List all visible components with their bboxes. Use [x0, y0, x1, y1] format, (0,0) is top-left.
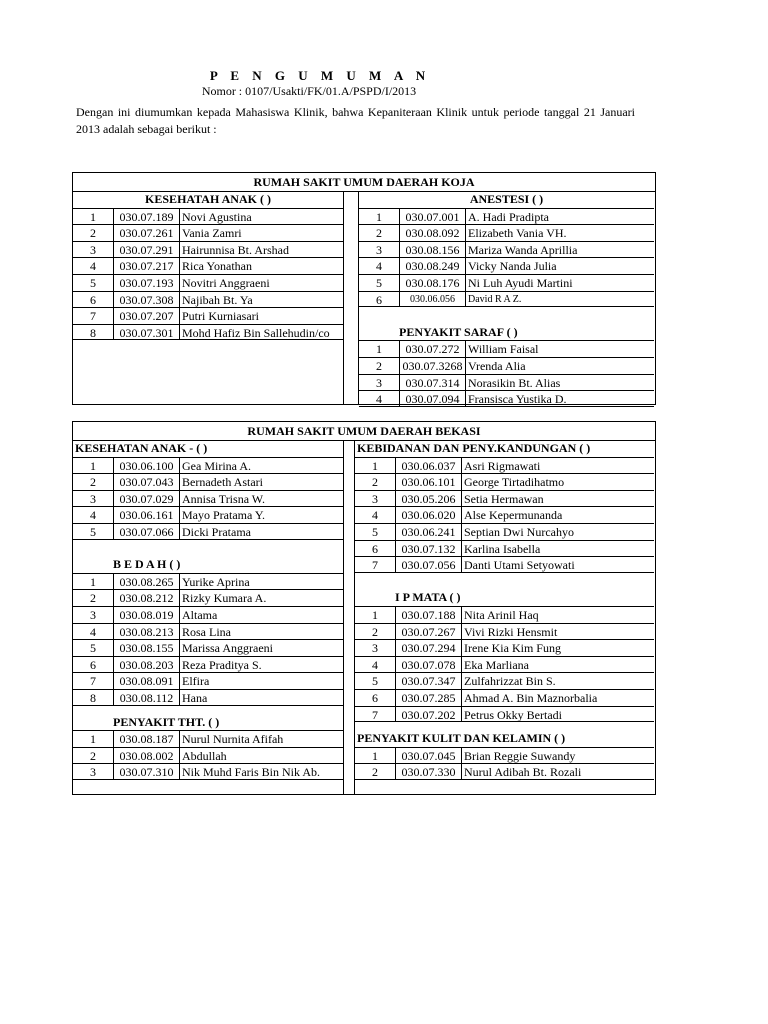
- table-row: [355, 540, 654, 557]
- student-name: Septian Dwi Nurcahyo: [464, 524, 574, 539]
- table-row: [73, 324, 343, 341]
- table-row: [355, 490, 654, 507]
- student-name: Brian Reggie Suwandy: [464, 748, 576, 763]
- row-number: 7: [73, 673, 114, 689]
- table-row: [73, 589, 343, 606]
- table-row: [73, 274, 343, 291]
- student-id: 030.08.156: [400, 242, 466, 258]
- table-row: [355, 747, 654, 764]
- student-id: 030.07.310: [114, 764, 180, 779]
- table-row: [355, 656, 654, 673]
- table-row: [359, 357, 654, 374]
- student-name: Putri Kurniasari: [182, 309, 259, 324]
- section-table: [359, 340, 654, 406]
- student-name: Bernadeth Astari: [182, 475, 263, 490]
- student-name: William Faisal: [468, 342, 539, 357]
- row-number: 6: [355, 541, 396, 557]
- student-name: Abdullah: [182, 748, 227, 763]
- section-table: [73, 208, 343, 341]
- student-name: Najibah Bt. Ya: [182, 292, 253, 307]
- row-number: 3: [359, 242, 400, 258]
- row-number: 1: [359, 341, 400, 357]
- student-id: 030.08.019: [114, 607, 180, 623]
- student-name: Nurul Adibah Bt. Rozali: [464, 765, 582, 779]
- student-name: Norasikin Bt. Alias: [468, 375, 561, 390]
- student-id: 030.07.056: [396, 557, 462, 572]
- student-id: 030.07.330: [396, 764, 462, 779]
- student-name: Rosa Lina: [182, 624, 231, 639]
- student-id: 030.08.213: [114, 624, 180, 640]
- table-row: [73, 506, 343, 523]
- section-title: KESEHATAH ANAK ( ): [145, 192, 271, 206]
- column-left: [73, 191, 343, 404]
- student-id: 030.07.132: [396, 541, 462, 557]
- row-number: 2: [73, 225, 114, 241]
- row-number: 4: [73, 258, 114, 274]
- table-row: [73, 672, 343, 689]
- table-row: [359, 224, 654, 241]
- student-id: 030.07.207: [114, 308, 180, 324]
- student-id: 030.07.094: [400, 391, 466, 406]
- student-id: 030.08.212: [114, 590, 180, 606]
- student-id: 030.08.112: [114, 690, 180, 705]
- section-gap: [73, 706, 343, 714]
- table-row: [73, 523, 343, 540]
- student-name: Alse Kepermunanda: [464, 508, 563, 523]
- student-id: 030.07.043: [114, 474, 180, 490]
- row-number: 6: [73, 292, 114, 308]
- row-number: 2: [73, 748, 114, 764]
- row-number: 6: [73, 657, 114, 673]
- student-name: Mohd Hafiz Bin Sallehudin/co: [182, 325, 330, 340]
- table-row: [355, 606, 654, 623]
- table-row: [73, 573, 343, 590]
- student-name: Eka Marliana: [464, 657, 529, 672]
- student-id: 030.06.101: [396, 474, 462, 490]
- row-number: 1: [73, 209, 114, 225]
- column-separator: [343, 191, 359, 404]
- student-name: Fransisca Yustika D.: [468, 392, 567, 406]
- row-number: 3: [355, 491, 396, 507]
- table-row: [73, 730, 343, 747]
- row-number: 4: [355, 507, 396, 523]
- table-row: [355, 473, 654, 490]
- row-number: 4: [73, 624, 114, 640]
- row-number: 4: [359, 258, 400, 274]
- table-row: [355, 639, 654, 656]
- student-id: 030.07.189: [114, 209, 180, 225]
- row-number: 2: [73, 590, 114, 606]
- table-row: [355, 706, 654, 723]
- student-id: 030.07.267: [396, 624, 462, 640]
- row-number: 3: [73, 764, 114, 779]
- student-id: 030.07.291: [114, 242, 180, 258]
- student-id: 030.08.249: [400, 258, 466, 274]
- student-id: 030.06.100: [114, 458, 180, 474]
- row-number: 5: [355, 524, 396, 540]
- student-name: Mayo Pratama Y.: [182, 508, 265, 523]
- student-name: Vania Zamri: [182, 226, 242, 241]
- table-row: [355, 672, 654, 689]
- column-right: [355, 440, 654, 794]
- table-row: [73, 689, 343, 706]
- student-name: Rizky Kumara A.: [182, 591, 267, 606]
- student-id: 030.08.187: [114, 731, 180, 747]
- student-id: 030.06.020: [396, 507, 462, 523]
- section-title: KEBIDANAN DAN PENY.KANDUNGAN ( ): [357, 441, 591, 455]
- table-row: [355, 506, 654, 523]
- section-title: I P MATA ( ): [395, 590, 461, 605]
- table-row: [73, 224, 343, 241]
- student-name: Vivi Rizki Hensmit: [464, 624, 558, 639]
- student-name: Gea Mirina A.: [182, 458, 251, 473]
- student-id: 030.07.001: [400, 209, 466, 225]
- student-name: Setia Hermawan: [464, 491, 544, 506]
- table-row: [359, 274, 654, 291]
- row-number: 3: [73, 607, 114, 623]
- section-gap: [359, 307, 654, 324]
- student-name: A. Hadi Pradipta: [468, 209, 549, 224]
- row-number: 5: [73, 524, 114, 539]
- table-row: [73, 639, 343, 656]
- hospital-block-koja: [72, 172, 656, 405]
- student-name: Asri Rigmawati: [464, 458, 541, 473]
- table-row: [355, 523, 654, 540]
- row-number: 7: [355, 557, 396, 572]
- student-name: Elizabeth Vania VH.: [468, 226, 567, 241]
- row-number: 2: [359, 358, 400, 374]
- row-number: 2: [355, 474, 396, 490]
- student-name: Hana: [182, 690, 208, 705]
- student-name: Novi Agustina: [182, 209, 252, 224]
- student-id: 030.07.294: [396, 640, 462, 656]
- hospital-block-bekasi: [72, 421, 656, 795]
- table-row: [73, 291, 343, 308]
- student-name: Yurike Aprina: [182, 574, 250, 589]
- table-row: [73, 490, 343, 507]
- student-id: 030.07.217: [114, 258, 180, 274]
- column-left: [73, 440, 343, 794]
- student-name: Ahmad A. Bin Maznorbalia: [464, 690, 598, 705]
- row-number: 7: [355, 707, 396, 722]
- row-number: 1: [73, 731, 114, 747]
- table-row: [73, 473, 343, 490]
- student-id: 030.07.347: [396, 673, 462, 689]
- student-name: Elfira: [182, 674, 210, 689]
- section-table: [73, 730, 343, 780]
- section-title: B E D A H ( ): [113, 557, 181, 572]
- column-right: [359, 191, 654, 407]
- section-gap: [355, 722, 654, 730]
- student-name: Vrenda Alia: [468, 358, 526, 373]
- section-title: ANESTESI ( ): [469, 192, 544, 206]
- row-number: 2: [355, 624, 396, 640]
- section-table: [73, 573, 343, 706]
- table-row: [359, 257, 654, 274]
- section-table: [355, 457, 654, 573]
- row-number: 4: [355, 657, 396, 673]
- student-id: 030.08.176: [400, 275, 466, 291]
- student-id: 030.08.091: [114, 673, 180, 689]
- student-name: Nurul Nurnita Afifah: [182, 732, 284, 747]
- student-name: Annisa Trisna W.: [182, 491, 266, 506]
- row-number: 4: [359, 391, 400, 406]
- section-table: [359, 208, 654, 308]
- table-row: [73, 606, 343, 623]
- row-number: 5: [73, 275, 114, 291]
- student-id: 030.08.265: [114, 574, 180, 590]
- table-row: [73, 307, 343, 324]
- student-name: David R A Z.: [468, 293, 522, 305]
- row-number: 5: [73, 640, 114, 656]
- hospital-title: RUMAH SAKIT UMUM DAERAH KOJA: [73, 173, 655, 192]
- student-name: Reza Praditya S.: [182, 657, 262, 672]
- table-row: [359, 390, 654, 407]
- student-id: 030.07.3268: [400, 358, 466, 374]
- row-number: 2: [359, 225, 400, 241]
- row-number: 3: [359, 375, 400, 391]
- table-row: [73, 208, 343, 225]
- row-number: 1: [355, 748, 396, 764]
- announcement-title: P E N G U M U M A N: [209, 68, 431, 83]
- row-number: 5: [359, 275, 400, 291]
- row-number: 5: [355, 673, 396, 689]
- student-id: 030.07.188: [396, 607, 462, 623]
- student-id: 030.07.272: [400, 341, 466, 357]
- row-number: 1: [359, 209, 400, 225]
- section-table: [355, 747, 654, 780]
- student-id: 030.07.029: [114, 491, 180, 507]
- section-title: PENYAKIT SARAF ( ): [399, 324, 518, 339]
- student-name: Rica Yonathan: [182, 259, 252, 274]
- row-number: 1: [73, 458, 114, 474]
- student-id: 030.08.203: [114, 657, 180, 673]
- section-gap: [355, 573, 654, 590]
- row-number: 6: [359, 292, 400, 307]
- section-table: [73, 457, 343, 540]
- row-number: 2: [73, 474, 114, 490]
- table-row: [355, 623, 654, 640]
- student-id: 030.07.202: [396, 707, 462, 722]
- hospital-title: RUMAH SAKIT UMUM DAERAH BEKASI: [73, 422, 655, 441]
- section-title: KESEHATAN ANAK - ( ): [75, 441, 208, 455]
- student-id: 030.07.078: [396, 657, 462, 673]
- student-name: Ni Luh Ayudi Martini: [468, 275, 573, 290]
- student-id: 030.06.161: [114, 507, 180, 523]
- row-number: 1: [355, 458, 396, 474]
- table-row: [73, 747, 343, 764]
- row-number: 8: [73, 325, 114, 340]
- table-row: [355, 689, 654, 706]
- table-row: [73, 241, 343, 258]
- student-name: Novitri Anggraeni: [182, 275, 270, 290]
- row-number: 8: [73, 690, 114, 705]
- table-row: [355, 457, 654, 474]
- row-number: 7: [73, 308, 114, 324]
- section-title: PENYAKIT KULIT DAN KELAMIN ( ): [357, 731, 566, 746]
- table-row: [359, 374, 654, 391]
- student-id: 030.07.314: [400, 375, 466, 391]
- row-number: 1: [73, 574, 114, 590]
- student-name: Vicky Nanda Julia: [468, 259, 557, 274]
- student-name: Altama: [182, 607, 218, 622]
- student-name: Zulfahrizzat Bin S.: [464, 674, 556, 689]
- student-name: Nita Arinil Haq: [464, 607, 539, 622]
- table-row: [359, 291, 654, 308]
- student-name: Irene Kia Kim Fung: [464, 641, 561, 656]
- student-id: 030.05.206: [396, 491, 462, 507]
- row-number: 1: [355, 607, 396, 623]
- table-row: [73, 457, 343, 474]
- table-row: [73, 656, 343, 673]
- student-id: 030.07.308: [114, 292, 180, 308]
- student-id: 030.07.045: [396, 748, 462, 764]
- student-name: Nik Muhd Faris Bin Nik Ab.: [182, 765, 321, 779]
- student-id: 030.08.155: [114, 640, 180, 656]
- table-row: [355, 763, 654, 780]
- student-id: 030.07.261: [114, 225, 180, 241]
- student-id: 030.06.241: [396, 524, 462, 540]
- column-separator: [343, 440, 355, 794]
- row-number: 3: [355, 640, 396, 656]
- student-name: Danti Utami Setyowati: [464, 558, 575, 572]
- announcement-intro: Dengan ini diumumkan kepada Mahasiswa Klinik, bahwa Kepaniteraan Klinik untuk periode tanggal 21 Januari 2013 adalah sebagai berikut :: [76, 105, 635, 136]
- table-row: [73, 763, 343, 780]
- section-title: PENYAKIT THT. ( ): [113, 714, 220, 729]
- student-id: 030.06.037: [396, 458, 462, 474]
- table-row: [73, 257, 343, 274]
- student-id: 030.08.002: [114, 748, 180, 764]
- student-name: Marissa Anggraeni: [182, 641, 273, 656]
- section-table: [355, 606, 654, 722]
- student-name: Petrus Okky Bertadi: [464, 707, 562, 722]
- student-name: George Tirtadihatmo: [464, 475, 565, 490]
- student-id: 030.06.056: [400, 292, 466, 307]
- row-number: 3: [73, 242, 114, 258]
- table-row: [355, 556, 654, 573]
- row-number: 3: [73, 491, 114, 507]
- row-number: 4: [73, 507, 114, 523]
- table-row: [359, 208, 654, 225]
- student-id: 030.07.193: [114, 275, 180, 291]
- table-row: [73, 623, 343, 640]
- student-name: Hairunnisa Bt. Arshad: [182, 242, 289, 257]
- student-id: 030.08.092: [400, 225, 466, 241]
- student-name: Karlina Isabella: [464, 541, 541, 556]
- section-gap: [73, 540, 343, 557]
- student-id: 030.07.301: [114, 325, 180, 340]
- table-row: [359, 241, 654, 258]
- announcement-number: Nomor : 0107/Usakti/FK/01.A/PSPD/I/2013: [201, 84, 417, 98]
- table-row: [359, 340, 654, 357]
- row-number: 6: [355, 690, 396, 706]
- student-name: Dicki Pratama: [182, 524, 251, 539]
- student-id: 030.07.066: [114, 524, 180, 539]
- student-id: 030.07.285: [396, 690, 462, 706]
- row-number: 2: [355, 764, 396, 779]
- student-name: Mariza Wanda Aprillia: [468, 242, 578, 257]
